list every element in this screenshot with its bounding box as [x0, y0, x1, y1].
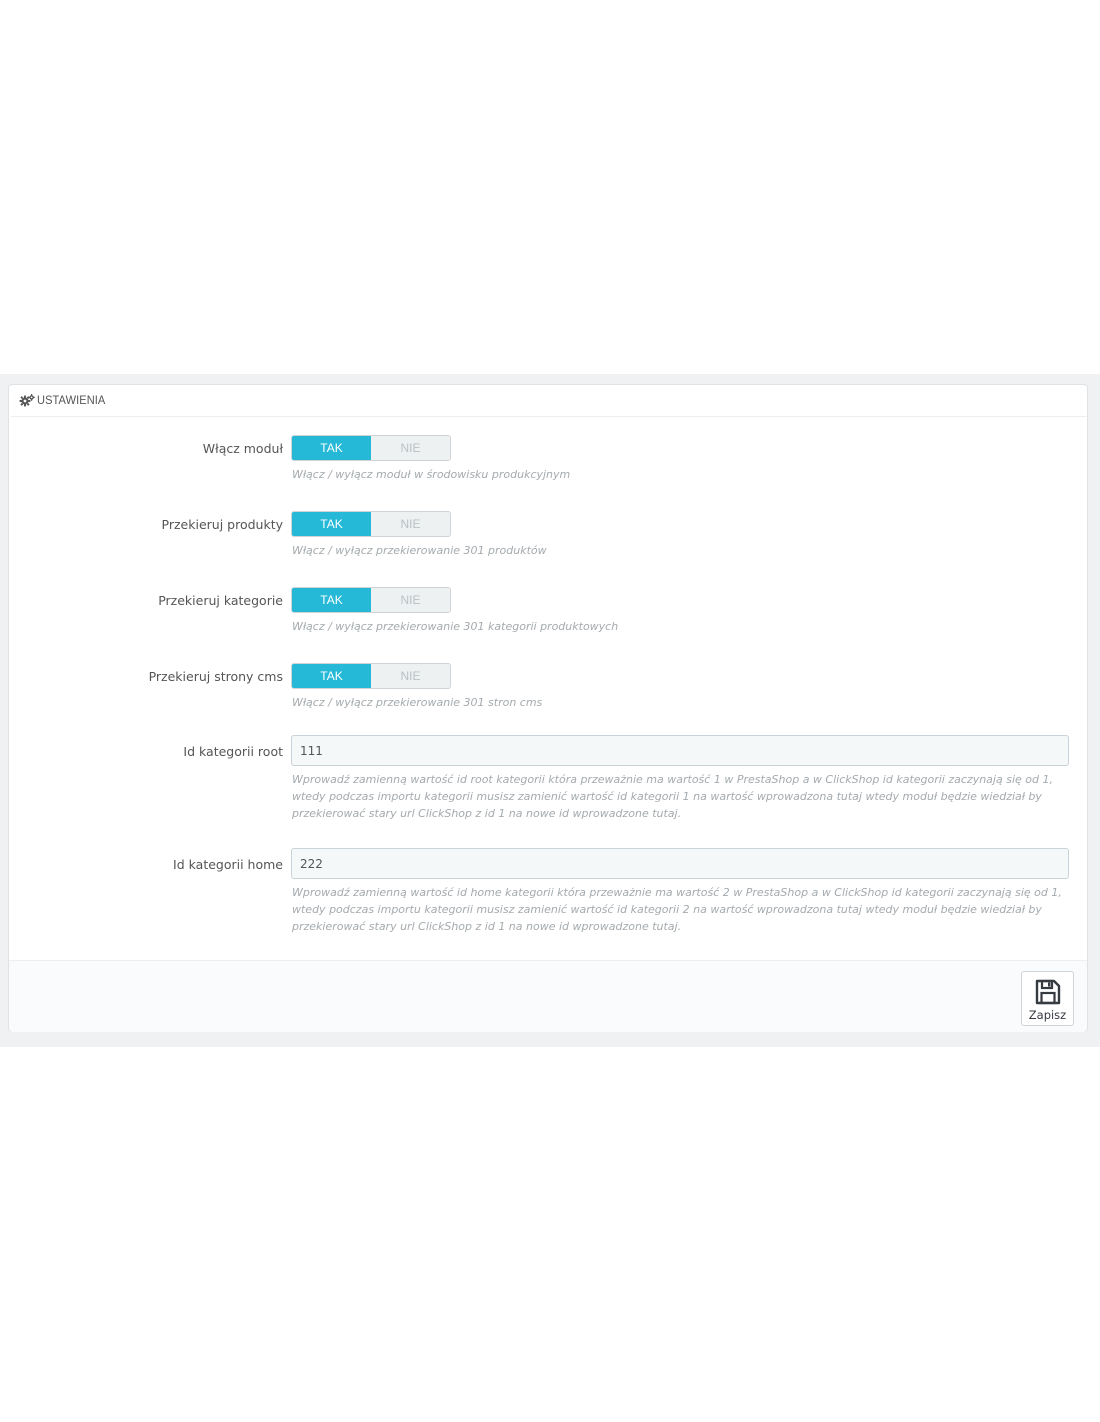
help-text: Włącz / wyłącz przekierowanie 301 produktów: [292, 544, 547, 557]
switch-option-yes[interactable]: TAK: [292, 436, 371, 460]
redirect-cms-switch[interactable]: [291, 663, 451, 689]
switch-option-no[interactable]: NIE: [371, 664, 450, 688]
help-text: Włącz / wyłącz przekierowanie 301 kategorii produktowych: [292, 620, 619, 633]
setting-label: Przekieruj kategorie: [158, 593, 283, 608]
switch-option-no[interactable]: NIE: [371, 588, 450, 612]
floppy-disk-icon: [1035, 979, 1061, 1005]
switch-option-no[interactable]: NIE: [371, 436, 450, 460]
switch-option-yes[interactable]: TAK: [292, 512, 371, 536]
redirect-categories-switch[interactable]: [291, 587, 451, 613]
setting-label: Id kategorii root: [183, 744, 283, 759]
home-category-id-input[interactable]: [291, 848, 1069, 879]
switch-option-yes[interactable]: TAK: [292, 664, 371, 688]
save-button[interactable]: [1021, 971, 1074, 1026]
help-text: Włącz / wyłącz moduł w środowisku produkcyjnym: [292, 468, 571, 481]
setting-label: Przekieruj strony cms: [148, 669, 283, 684]
help-text: Włącz / wyłącz przekierowanie 301 stron cms: [292, 696, 543, 709]
help-text: Wprowadź zamienną wartość id home kategorii która przeważnie ma wartość 2 w PrestaShop a w ClickShop id kategorii zaczynają się od 1, wtedy podczas importu kategorii musisz zamienić wartość id kategorii 2 na wartość wprowadzona tutaj wtedy moduł będzie wiedział by przekierować stary url ClickShop z id 1 na nowe id wprowadzone tutaj.: [292, 886, 1062, 933]
setting-label: Włącz moduł: [202, 441, 283, 456]
setting-label: Id kategorii home: [173, 857, 283, 872]
enable-module-switch[interactable]: [291, 435, 451, 461]
switch-option-no[interactable]: NIE: [371, 512, 450, 536]
help-text: Wprowadź zamienną wartość id root kategorii która przeważnie ma wartość 1 w PrestaShop a w ClickShop id kategorii zaczynają się od 1, wtedy podczas importu kategorii musisz zamienić wartość id kategorii 1 na wartość wprowadzona tutaj wtedy moduł będzie wiedział by przekierować stary url ClickShop z id 1 na nowe id wprowadzone tutaj.: [292, 773, 1053, 820]
setting-label: Przekieruj produkty: [161, 517, 283, 532]
panel-heading: [11, 385, 1087, 417]
settings-panel: [8, 384, 1088, 1032]
panel-footer: [9, 960, 1087, 1032]
panel-title: USTAWIENIA: [37, 393, 106, 407]
root-category-id-input[interactable]: [291, 735, 1069, 766]
save-button-label: Zapisz: [1028, 1008, 1067, 1022]
gears-icon: [19, 393, 35, 409]
redirect-products-switch[interactable]: [291, 511, 451, 537]
switch-option-yes[interactable]: TAK: [292, 588, 371, 612]
